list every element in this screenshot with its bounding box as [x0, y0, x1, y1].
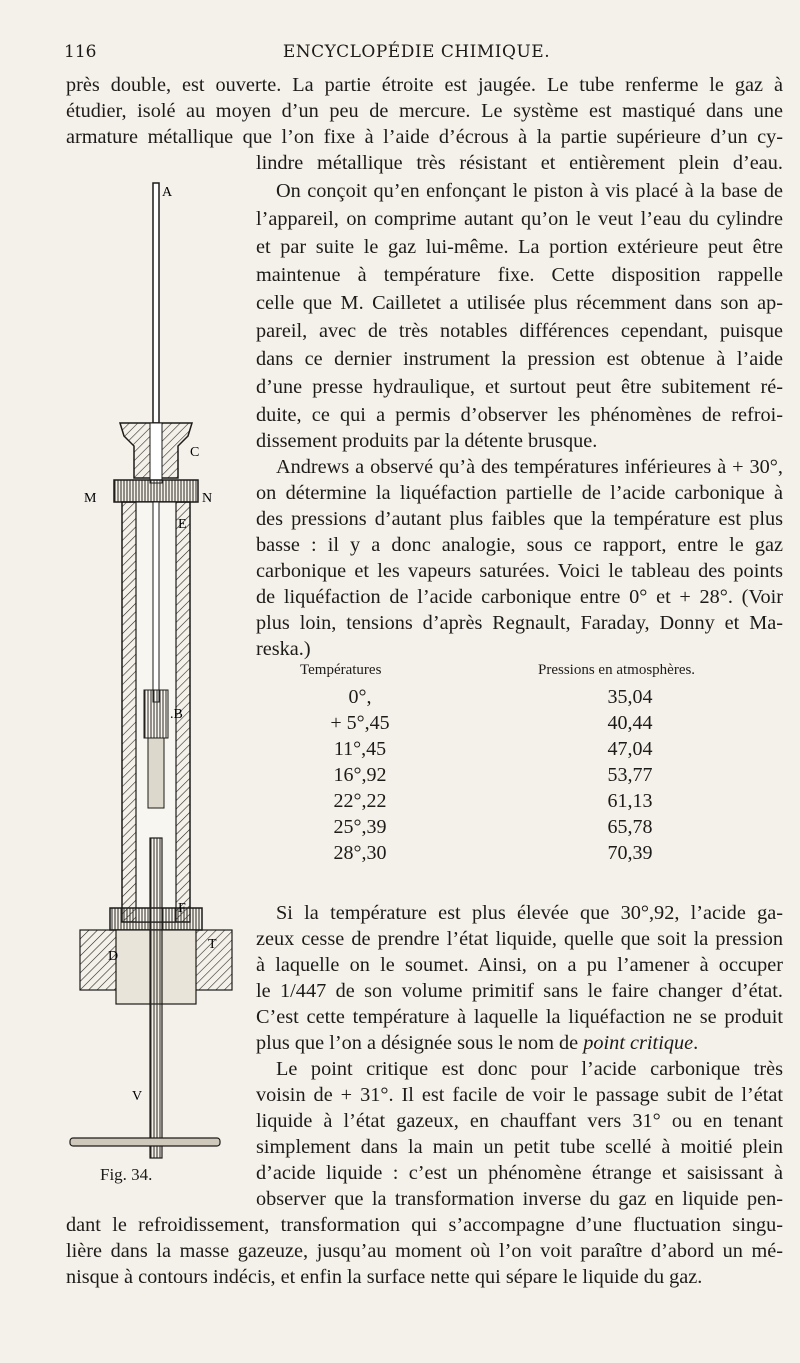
text-line: lindre métallique très résistant et entièrement plein d’eau. [256, 152, 783, 174]
text-line: plus loin, tensions d’après Regnault, Faraday, Donny et Ma- [256, 612, 783, 634]
table-cell-pressure: 40,44 [607, 712, 653, 734]
text-line: on détermine la liquéfaction partielle de l’acide carbonique à [256, 482, 783, 504]
piston-screw-rod [150, 838, 162, 1158]
table-cell-temperature: 25°,39 [333, 816, 387, 838]
text-line: à laquelle on le soumet. Ainsi, on a pu l’amener à occuper [256, 954, 783, 976]
text-line: dans ce dernier instrument la pression est obtenue à l’aide [256, 348, 783, 370]
label-m: M [84, 491, 97, 506]
label-v: V [132, 1089, 143, 1104]
table-cell-temperature: 0°, [348, 686, 372, 708]
table-cell-temperature: 16°,92 [333, 764, 387, 786]
text-italic-point-critique: point critique [583, 1032, 694, 1054]
label-f: F [178, 901, 186, 916]
text-line: armature métallique que l’on fixe à l’aide d’écrous à la partie supérieure d’un cy- [66, 126, 783, 148]
label-d: D [108, 949, 119, 964]
text-line: pareil, avec de très notables différences cependant, puisque [256, 320, 783, 342]
label-n: N [202, 491, 213, 506]
tube-neck [150, 423, 162, 483]
text-line: près double, est ouverte. La partie étroite est jaugée. Le tube renferme le gaz à [66, 74, 783, 96]
text-line: nisque à contours indécis, et enfin la surface nette qui sépare le liquide du gaz. [66, 1266, 703, 1288]
text-line: On conçoit qu’en enfonçant le piston à vis placé à la base de [276, 180, 783, 202]
text-line: le 1/447 de son volume primitif sans le faire changer d’état. [256, 980, 783, 1002]
text-run: . [693, 1032, 699, 1054]
gas-chamber-b [144, 690, 168, 738]
text-line: l’appareil, on comprime autant qu’on le veut l’eau du cylindre [256, 208, 783, 230]
table-cell-pressure: 65,78 [607, 816, 653, 838]
table-cell-pressure: 53,77 [607, 764, 653, 786]
text-line: simplement dans la main un petit tube scellé à moitié plein [256, 1136, 783, 1158]
text-line: celle que M. Cailletet a utilisée plus récemment dans son ap- [256, 292, 783, 314]
label-e: E [178, 517, 187, 532]
text-line: C’est cette température à laquelle la liquéfaction ne se produit [256, 1006, 783, 1028]
table-cell-temperature: 28°,30 [333, 842, 387, 864]
text-line: dissement produits par la détente brusque. [256, 430, 598, 452]
table-cell-pressure: 70,39 [607, 842, 653, 864]
running-title: ENCYCLOPÉDIE CHIMIQUE. [282, 42, 551, 62]
text-line: des pressions d’autant plus faibles que la température est plus [256, 508, 783, 530]
text-line: carbonique et les vapeurs saturées. Voici le tableau des points [256, 560, 783, 582]
page-header [64, 42, 769, 66]
text-line: maintenue à température fixe. Cette disposition rappelle [256, 264, 783, 286]
text-line: d’acide liquide : c’est un phénomène étrange et saisissant à [256, 1162, 783, 1184]
figure-andrews-apparatus [60, 178, 250, 1188]
screw-handle [70, 1138, 220, 1146]
table-cell-temperature: + 5°,45 [330, 712, 390, 734]
text-run: plus que l’on a désignée sous le nom de [256, 1032, 584, 1054]
text-line: zeux cesse de prendre l’état liquide, quelle que soit la pression [256, 928, 783, 950]
text-line: duite, ce qui a permis d’observer les phénomènes de refroi- [256, 404, 783, 426]
text-line: d’une presse hydraulique, et surtout peut être subitement ré- [256, 376, 783, 398]
graduated-tube [148, 738, 164, 808]
label-t: T [208, 937, 217, 952]
text-line: lière dans la masse gazeuze, jusqu’au moment où l’on voit paraître d’abord un mé- [66, 1240, 783, 1262]
table-header-temperatures: Températures [300, 662, 382, 678]
text-line: Le point critique est donc pour l’acide carbonique très [276, 1058, 783, 1080]
glass-tube-upper [153, 183, 159, 423]
table-cell-temperature: 22°,22 [333, 790, 387, 812]
table-cell-pressure: 47,04 [607, 738, 653, 760]
text-line: et par suite le gaz lui-même. La portion extérieure peut être [256, 236, 783, 258]
glass-tube-inner [153, 502, 159, 702]
text-line: basse : il y a donc analogie, sous ce rapport, entre le gaz [256, 534, 783, 556]
text-line: étudier, isolé au moyen d’un peu de mercure. Le système est mastiqué dans une [66, 100, 783, 122]
label-c: C [190, 445, 200, 460]
text-line: reska.) [256, 638, 311, 660]
text-line: Si la température est plus élevée que 30°,92, l’acide ga- [276, 902, 783, 924]
table-header-pressions: Pressions en atmosphères. [538, 662, 696, 678]
nuts-mn [114, 480, 198, 502]
table-cell-pressure: 35,04 [607, 686, 653, 708]
label-a: A [162, 185, 173, 200]
text-line-critical [256, 1030, 783, 1056]
table-cell-temperature: 11°,45 [333, 738, 387, 760]
table-cell-pressure: 61,13 [607, 790, 653, 812]
text-line: dant le refroidissement, transformation qui s’accompagne d’une fluctuation singu- [66, 1214, 783, 1236]
figure-caption: Fig. 34. [100, 1165, 153, 1184]
text-line: liquide à l’état gazeux, en chauffant vers 31° ou en tenant [256, 1110, 783, 1132]
text-line: de liquéfaction de l’acide carbonique entre 0° et + 28°. (Voir [256, 586, 783, 608]
text-line: Andrews a observé qu’à des températures inférieures à + 30°, [276, 456, 783, 478]
label-b: .B [170, 707, 183, 722]
text-line: voisin de + 31°. Il est facile de voir le passage subit de l’état [256, 1084, 783, 1106]
page-number: 116 [64, 42, 97, 62]
text-line: observer que la transformation inverse du gaz en liquide pen- [256, 1188, 783, 1210]
